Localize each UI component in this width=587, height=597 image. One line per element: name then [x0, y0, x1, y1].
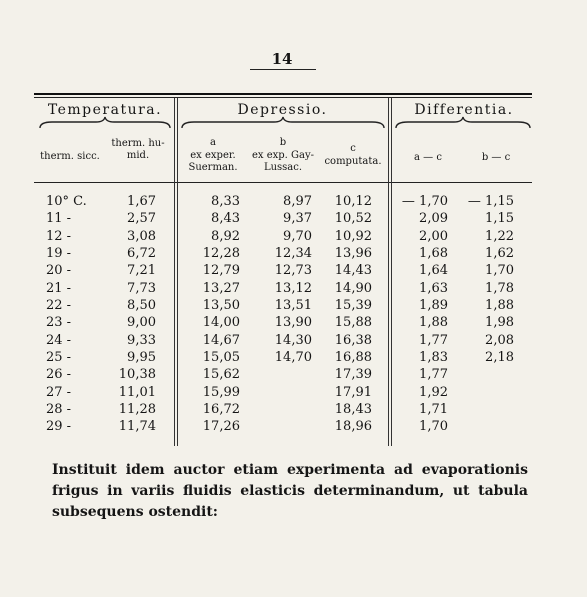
cell-depressio-c: 10,12	[334, 194, 372, 209]
cell-diff-a-c: 1,70	[419, 419, 448, 435]
cell-therm-humid: 10,38	[118, 367, 156, 383]
page-number-rule	[250, 69, 316, 70]
cell-diff-b-c: 1,88	[485, 298, 514, 314]
cell-depressio-a: 8,33	[211, 194, 240, 209]
column-header-a	[180, 150, 246, 174]
column-header-b-line1: ex exp. Gay-	[251, 150, 315, 161]
cell-therm-humid: 1,67	[127, 194, 156, 209]
cell-diff-a-c: — 1,70	[401, 194, 448, 209]
cell-depressio-a: 14,67	[202, 332, 240, 348]
cell-depressio-a: 15,05	[202, 350, 240, 366]
table-row	[0, 333, 587, 350]
column-header-a-minus-c: a — c	[414, 152, 442, 163]
cell-depressio-c: 15,39	[334, 298, 372, 314]
cell-depressio-c: 10,52	[334, 211, 372, 227]
table-row	[0, 315, 587, 332]
table-row	[0, 350, 587, 367]
body-paragraph: Instituit idem auctor etiam experimenta ad evaporationis frigus in variis fluidis elasticis determinandum, ut tabula subsequens ostendit:	[52, 462, 528, 520]
group-header-temperatura: Temperatura.	[47, 102, 163, 118]
cell-therm-humid: 7,21	[127, 263, 156, 279]
cell-therm-humid: 9,33	[127, 332, 156, 348]
cell-therm-humid: 9,95	[127, 350, 156, 366]
cell-diff-b-c: 1,78	[485, 280, 514, 296]
cell-diff-a-c: 1,71	[419, 402, 448, 418]
cell-temperature: 19 -	[46, 246, 72, 262]
table-row	[0, 194, 587, 211]
cell-depressio-a: 17,26	[202, 419, 240, 435]
column-letter-b: b	[279, 137, 287, 148]
column-header-a-line1: ex exper.	[190, 150, 236, 161]
cell-depressio-a: 14,00	[202, 315, 240, 331]
cell-therm-humid: 6,72	[127, 246, 156, 262]
column-letter-c: c	[350, 143, 356, 154]
cell-diff-b-c: 1,98	[485, 315, 514, 331]
column-header-therm-humid-line1: therm. hu-	[111, 138, 165, 149]
table-top-rule-thin	[34, 97, 532, 98]
group-header-depressio: Depressio.	[237, 102, 328, 118]
table-body	[0, 194, 587, 437]
column-header-b-line2: Lussac.	[263, 162, 303, 173]
cell-diff-a-c: 1,68	[419, 246, 448, 262]
cell-diff-a-c: 2,09	[419, 211, 448, 227]
cell-depressio-b: 13,12	[274, 280, 312, 296]
cell-depressio-b: 14,70	[274, 350, 312, 366]
cell-depressio-c: 15,88	[334, 315, 372, 331]
table-row	[0, 298, 587, 315]
cell-diff-b-c: 1,15	[485, 211, 514, 227]
column-header-therm-sicc: therm. sicc.	[40, 151, 100, 162]
cell-depressio-b: 14,30	[274, 332, 312, 348]
column-letter-a: a	[210, 137, 216, 148]
table-row	[0, 281, 587, 298]
brace-differentia	[394, 116, 532, 130]
cell-depressio-b: 13,90	[274, 315, 312, 331]
cell-temperature: 29 -	[46, 419, 72, 435]
cell-depressio-a: 13,50	[202, 298, 240, 314]
table-row	[0, 419, 587, 436]
column-header-therm-humid	[104, 138, 172, 162]
cell-therm-humid: 11,28	[118, 402, 156, 418]
group-header-differentia: Differentia.	[414, 102, 514, 118]
table-header-rule	[34, 182, 532, 183]
column-header-a-line2: Suerman.	[188, 162, 238, 173]
cell-depressio-b: 12,73	[274, 263, 312, 279]
cell-diff-a-c: 1,88	[419, 315, 448, 331]
cell-depressio-c: 17,91	[334, 384, 372, 400]
cell-temperature: 10° C.	[46, 194, 87, 209]
cell-diff-a-c: 1,89	[419, 298, 448, 314]
cell-depressio-c: 17,39	[334, 367, 372, 383]
cell-temperature: 23 -	[46, 315, 72, 331]
cell-depressio-a: 12,28	[202, 246, 240, 262]
cell-depressio-b: 9,70	[283, 228, 312, 244]
table-row	[0, 402, 587, 419]
cell-temperature: 24 -	[46, 332, 72, 348]
cell-depressio-a: 13,27	[202, 280, 240, 296]
cell-depressio-c: 18,96	[334, 419, 372, 435]
table-row	[0, 246, 587, 263]
cell-therm-humid: 9,00	[127, 315, 156, 331]
cell-diff-b-c: 2,18	[485, 350, 514, 366]
cell-temperature: 27 -	[46, 384, 72, 400]
cell-temperature: 28 -	[46, 402, 72, 418]
cell-diff-a-c: 1,63	[419, 280, 448, 296]
brace-temperatura	[38, 116, 172, 130]
cell-therm-humid: 8,50	[127, 298, 156, 314]
cell-diff-b-c: — 1,15	[467, 194, 514, 209]
cell-temperature: 25 -	[46, 350, 72, 366]
cell-diff-a-c: 1,83	[419, 350, 448, 366]
table-top-rule	[34, 93, 532, 95]
cell-depressio-a: 15,62	[202, 367, 240, 383]
cell-depressio-a: 8,92	[211, 228, 240, 244]
column-header-c: computata.	[324, 156, 382, 167]
table-row	[0, 367, 587, 384]
column-header-b	[246, 150, 320, 174]
cell-temperature: 11 -	[46, 211, 72, 227]
cell-temperature: 26 -	[46, 367, 72, 383]
cell-depressio-c: 18,43	[334, 402, 372, 418]
cell-diff-b-c: 2,08	[485, 332, 514, 348]
cell-depressio-b: 8,97	[283, 194, 312, 209]
brace-depressio	[180, 116, 386, 130]
cell-diff-a-c: 1,92	[419, 384, 448, 400]
cell-depressio-a: 8,43	[211, 211, 240, 227]
cell-therm-humid: 7,73	[127, 280, 156, 296]
cell-therm-humid: 11,74	[118, 419, 156, 435]
cell-depressio-b: 13,51	[274, 298, 312, 314]
cell-diff-a-c: 1,77	[419, 367, 448, 383]
cell-depressio-b: 9,37	[283, 211, 312, 227]
cell-depressio-c: 16,38	[334, 332, 372, 348]
table-row	[0, 211, 587, 228]
table-row	[0, 229, 587, 246]
cell-therm-humid: 11,01	[118, 384, 156, 400]
cell-therm-humid: 2,57	[127, 211, 156, 227]
cell-depressio-a: 16,72	[202, 402, 240, 418]
cell-depressio-b: 12,34	[274, 246, 312, 262]
table-row	[0, 385, 587, 402]
cell-diff-a-c: 1,64	[419, 263, 448, 279]
cell-temperature: 21 -	[46, 280, 72, 296]
cell-temperature: 12 -	[46, 228, 72, 244]
cell-temperature: 20 -	[46, 263, 72, 279]
cell-diff-b-c: 1,70	[485, 263, 514, 279]
cell-depressio-c: 14,90	[334, 280, 372, 296]
cell-therm-humid: 3,08	[127, 228, 156, 244]
cell-diff-a-c: 1,77	[419, 332, 448, 348]
cell-depressio-a: 15,99	[202, 384, 240, 400]
cell-depressio-a: 12,79	[202, 263, 240, 279]
cell-depressio-c: 14,43	[334, 263, 372, 279]
cell-depressio-c: 13,96	[334, 246, 372, 262]
cell-depressio-c: 10,92	[334, 228, 372, 244]
page-number: 14	[271, 50, 293, 68]
table-row	[0, 263, 587, 280]
cell-diff-b-c: 1,22	[485, 228, 514, 244]
cell-diff-a-c: 2,00	[419, 228, 448, 244]
column-header-b-minus-c: b — c	[481, 152, 511, 163]
cell-depressio-c: 16,88	[334, 350, 372, 366]
cell-diff-b-c: 1,62	[485, 246, 514, 262]
column-header-therm-humid-line2: mid.	[126, 150, 150, 161]
cell-temperature: 22 -	[46, 298, 72, 314]
